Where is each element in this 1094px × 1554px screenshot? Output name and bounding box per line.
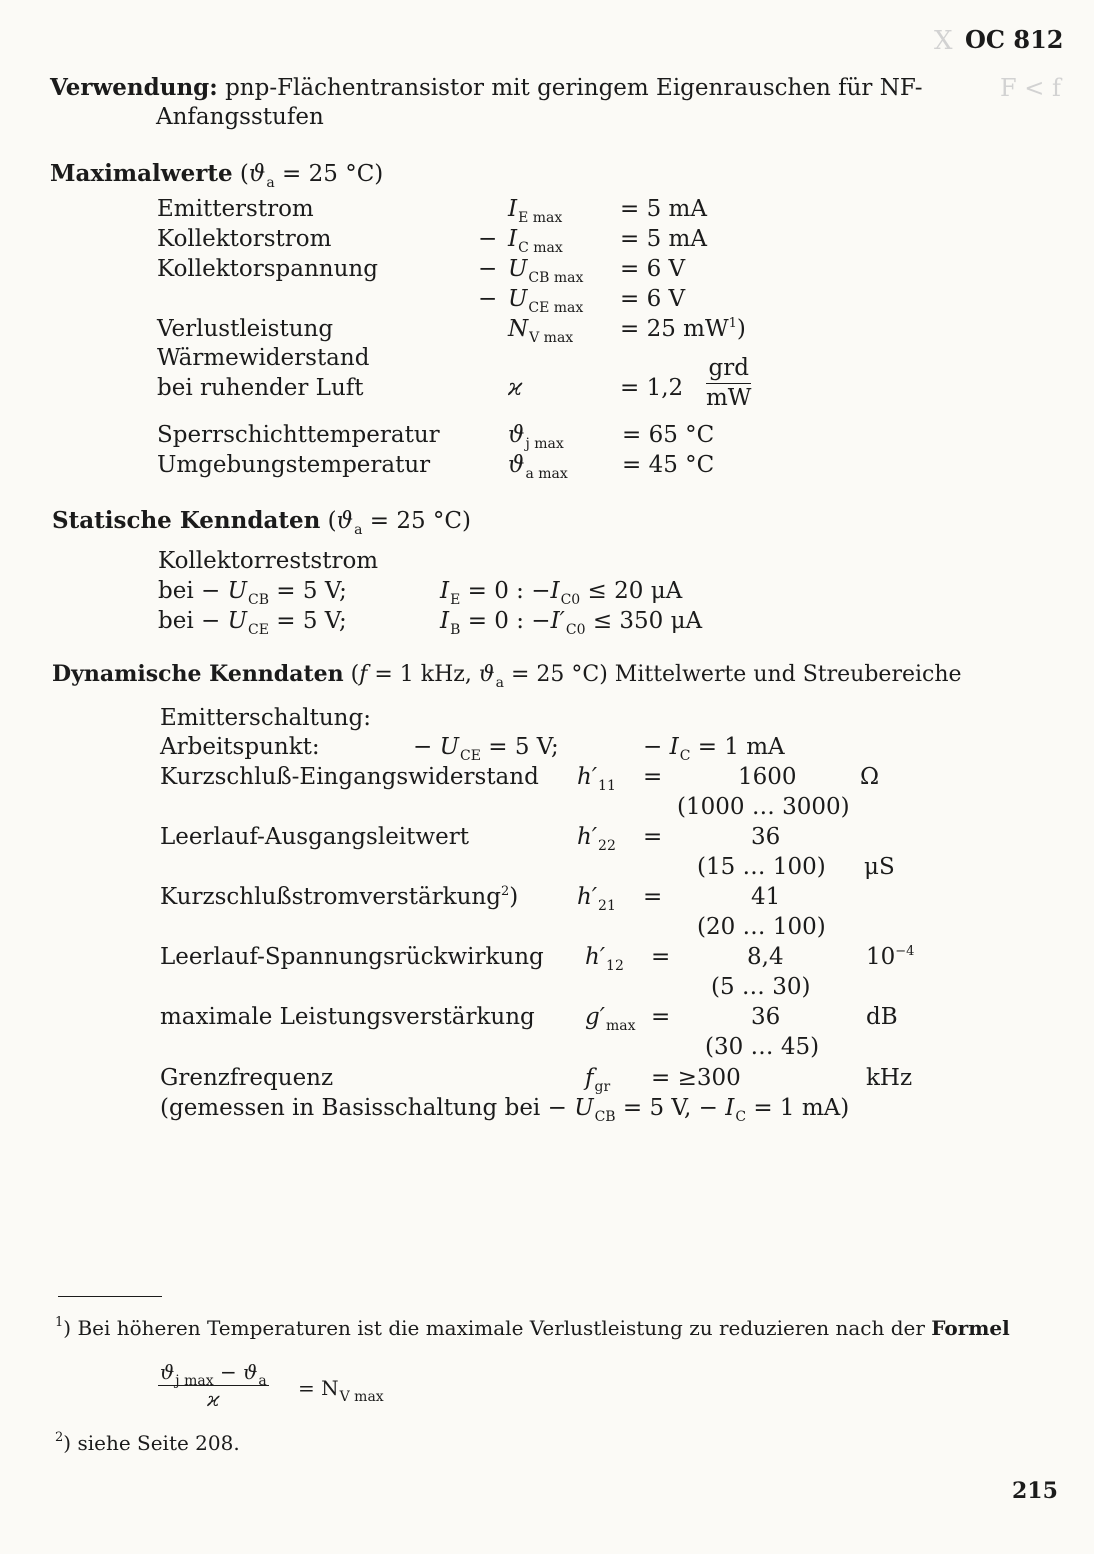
static-title: Statische Kenndaten ($ϑ_a = 25$ °C) [52,507,471,538]
param-label: Kurzschlußstromverstärkung$^2$) [160,884,519,910]
rating-value: = 6 V [620,286,686,312]
param-range: (15 … 100) [697,854,826,880]
param-value: 36 [751,1004,781,1030]
footnote-1: $^1$) Bei höheren Temperaturen ist die maximale Verlustleistung zu reduzieren nach der Formel [55,1315,1010,1340]
param-range: (20 … 100) [697,914,826,940]
cutoff-unit: kHz [866,1065,913,1091]
rating-label: Emitterstrom [157,196,314,222]
param-equals: = [643,824,663,850]
rating-value: = 25 $mW^1$) [620,316,746,342]
footnote-rule [58,1296,162,1297]
rating-value: = 5 mA [620,226,707,252]
rating-symbol: − $U_{CB max}$ [478,256,584,286]
param-label: Leerlauf-Spannungsrückwirkung [160,944,544,970]
thermal-value: = 1,2 [620,375,684,401]
thermal-unit-fraction: grd mW [706,355,752,411]
usage-line-1: Verwendung: pnp-Flächentransistor mit geringem Eigenrauschen für NF- [50,74,923,101]
rating-symbol: $I_{E max}$ [508,196,563,226]
rating-label: Kollektorstrom [157,226,332,252]
param-value: 41 [751,884,781,910]
usage-line-2: Anfangsstufen [156,104,324,130]
rating-symbol: $ϑ_{j max}$ [508,422,564,452]
param-range: (5 … 30) [711,974,811,1000]
rating-label: Umgebungstemperatur [157,452,431,478]
cutoff-label: Grenzfrequenz [160,1065,334,1091]
operating-point-voltage: − $U_{CE} = 5$ V; [413,734,559,764]
rating-symbol: − $U_{CE max}$ [478,286,584,316]
param-unit: dB [866,1004,898,1030]
param-symbol: $h'_{21}$ [577,884,616,914]
param-range: (30 … 45) [705,1034,820,1060]
rating-label: Sperrschichttemperatur [157,422,440,448]
static-row-result: $I_B = 0$ : $-I'_{C0} \le 350$ μA [440,608,703,638]
thermal-label-1: Wärmewiderstand [157,345,370,371]
param-equals: = [643,764,663,790]
static-label: Kollektorreststrom [158,548,379,574]
thermal-label-2: bei ruhender Luft [157,375,364,401]
param-value: 1600 [738,764,797,790]
footnote-formula-rhs: = $N_{V max}$ [298,1376,384,1405]
max-ratings-title: Maximalwerte ($ϑ_a = 25$ °C) [50,160,384,191]
margin-scribble-right: F < f [1000,74,1061,102]
param-range: (1000 … 3000) [677,794,850,820]
rating-symbol: $N_{V max}$ [508,316,574,346]
thermal-symbol: ϰ [508,375,523,401]
rating-value: = 45 °C [622,452,715,478]
param-symbol: $h'_{11}$ [577,764,616,794]
param-label: maximale Leistungsverstärkung [160,1004,535,1030]
transistor-type: OC 812 [965,25,1064,54]
param-label: Leerlauf-Ausgangsleitwert [160,824,469,850]
param-value: 36 [751,824,781,850]
rating-label: Verlustleistung [157,316,334,342]
operating-point-label: Arbeitspunkt: [160,734,320,760]
param-value: 8,4 [747,944,784,970]
static-row-condition: bei − $U_{CE} = 5$ V; [158,608,347,638]
footnote-2: $^2$) siehe Seite 208. [55,1430,240,1455]
rating-label: Kollektorspannung [157,256,378,282]
cutoff-symbol: $f_{gr}$ [585,1065,611,1095]
page-number: 215 [1012,1478,1058,1504]
rating-value: = 5 mA [620,196,707,222]
param-equals: = [651,944,671,970]
dynamic-title: Dynamische Kenndaten (f = 1 kHz, $ϑ_a = 25$ °C) Mittelwerte und Streubereiche [52,661,962,691]
rating-symbol: $ϑ_{a max}$ [508,452,568,482]
operating-point-current: − $I_C = 1$ mA [643,734,785,764]
static-row-condition: bei − $U_{CB} = 5$ V; [158,578,347,608]
rating-symbol: − $I_{C max}$ [478,226,563,256]
static-row-result: $I_E = 0$ : $-I_{C0} \le 20$ μA [440,578,683,608]
param-label: Kurzschluß-Eingangswiderstand [160,764,539,790]
rating-value: = 65 °C [622,422,715,448]
param-symbol: $g'_{max}$ [585,1004,636,1034]
param-unit: μS [864,854,895,880]
param-symbol: $h'_{22}$ [577,824,616,854]
margin-scribble: X [934,26,953,56]
param-symbol: $h'_{12}$ [585,944,624,974]
param-equals: = [651,1004,671,1030]
cutoff-value: = ≥300 [651,1065,741,1091]
rating-value: = 6 V [620,256,686,282]
param-unit: Ω [860,764,880,790]
param-unit: $10^{-4}$ [866,944,915,970]
circuit-label: Emitterschaltung: [160,705,371,731]
cutoff-note: (gemessen in Basisschaltung bei − $U_{CB} = 5$ V, − $I_C = 1$ mA) [160,1095,850,1125]
footnote-formula-fraction: $ϑ_{j max} - ϑ_a$ ϰ [160,1360,267,1411]
param-equals: = [643,884,663,910]
